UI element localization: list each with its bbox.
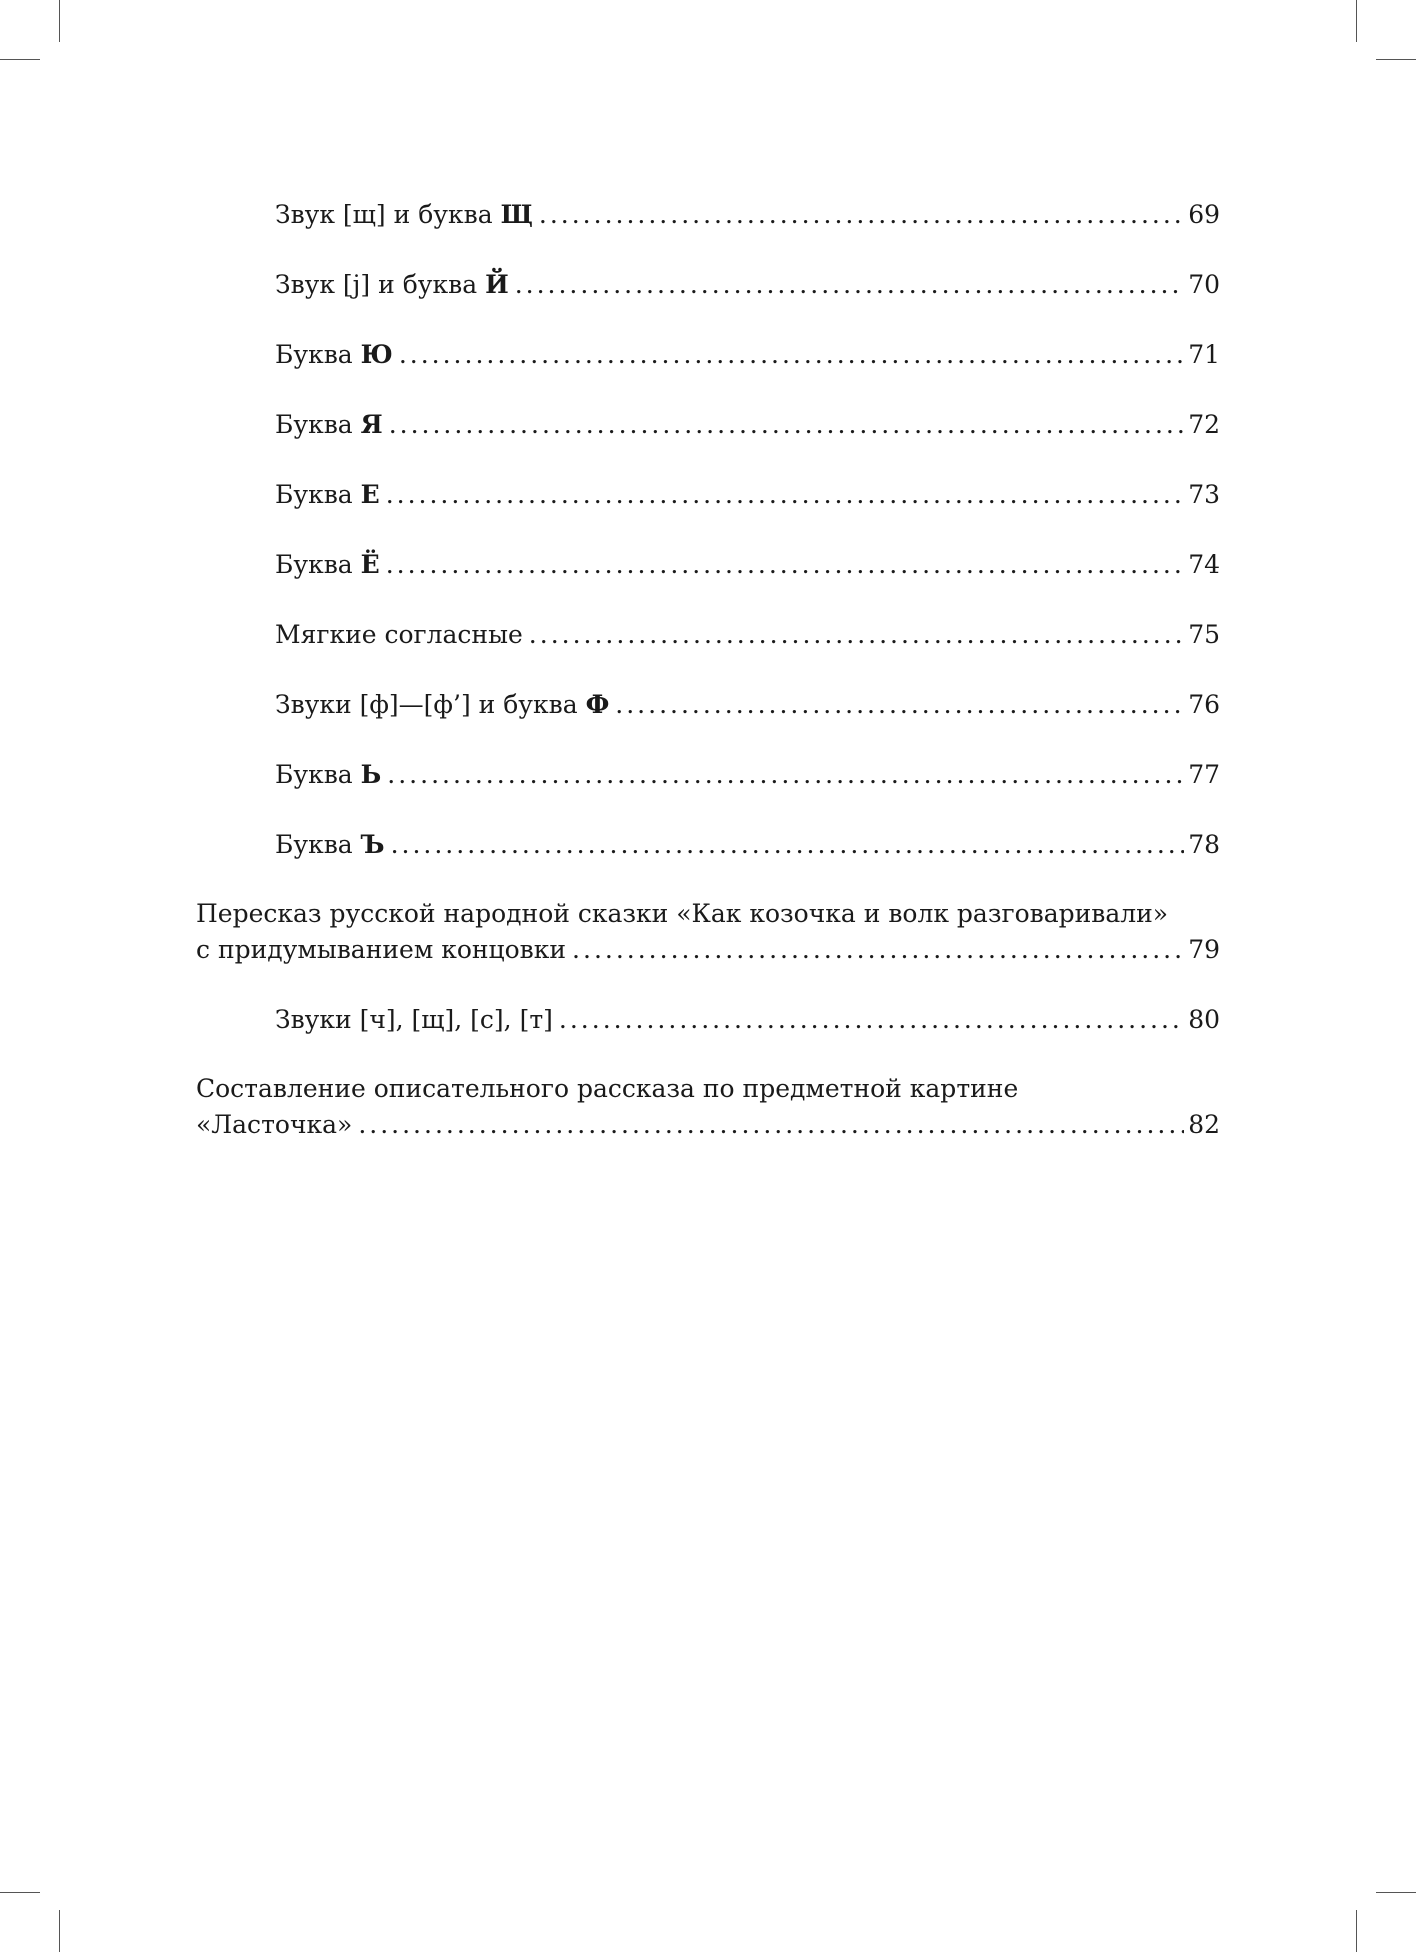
toc-entry-letter-ya[interactable] [275,407,1220,443]
toc-entry-letter-yu[interactable] [275,337,1220,373]
toc-entry-label: «Ласточка» [196,1110,353,1139]
toc-entry-label: Буква Е [275,480,380,509]
dot-leader [387,757,1184,793]
toc-page-number: 80 [1188,1005,1220,1034]
dot-leader [539,197,1184,233]
dot-leader [386,477,1184,513]
toc-entry-soft-sign[interactable] [275,757,1220,793]
toc-section-retelling[interactable] [196,932,1220,968]
dot-leader [389,407,1185,443]
toc-page-number: 69 [1188,200,1220,229]
toc-entry-label: Звук [j] и буква Й [275,270,509,299]
toc-page-number: 74 [1188,550,1220,579]
toc-page-number: 73 [1188,480,1220,509]
dot-leader [515,267,1185,303]
dot-leader [572,932,1184,968]
toc-entry-label: Буква Ь [275,760,382,789]
toc-entry-label: с придумыванием концовки [196,935,567,964]
toc-page-number: 76 [1188,690,1220,719]
toc-entry-label: Буква Ъ [275,830,385,859]
toc-entry-hard-sign[interactable] [275,827,1220,863]
toc-entry-label: Буква Ю [275,340,393,369]
toc-entry-sounds-ch-shch-s-t[interactable] [275,1002,1220,1038]
toc-entry-letter-e[interactable] [275,477,1220,513]
toc-page-number: 77 [1188,760,1220,789]
dot-leader [615,687,1184,723]
toc-page-number: 72 [1188,410,1220,439]
toc-entry-letter-f[interactable] [275,687,1220,723]
toc-section-retelling-line1[interactable]: Пересказ русской народной сказки «Как козочка и волк разговаривали» [196,899,1169,928]
toc-page-number: 70 [1188,270,1220,299]
toc-section-story[interactable] [196,1107,1220,1143]
toc-page-number: 79 [1188,935,1220,964]
toc-entry-letter-i-kratkoe[interactable] [275,267,1220,303]
dot-leader [386,547,1184,583]
toc-entry-label: Звуки [ч], [щ], [с], [т] [275,1005,553,1034]
toc-entry-label: Звук [щ] и буква Щ [275,200,533,229]
dot-leader [391,827,1185,863]
toc-page-number: 82 [1188,1110,1220,1139]
dot-leader [399,337,1184,373]
toc-page-number: 78 [1188,830,1220,859]
toc-entry-soft-consonants[interactable] [275,617,1220,653]
toc-entry-letter-yo[interactable] [275,547,1220,583]
toc-entry-label: Звуки [ф]—[ф’] и буква Ф [275,690,610,719]
toc-page-number: 71 [1188,340,1220,369]
toc-entry-label: Буква Я [275,410,383,439]
dot-leader [559,1002,1184,1038]
toc-entry-label: Мягкие согласные [275,620,523,649]
toc-section-story-line1[interactable]: Составление описательного рассказа по предметной картине [196,1074,1019,1103]
dot-leader [529,617,1184,653]
toc-entry-label: Буква Ё [275,550,380,579]
toc-entry-letter-shch[interactable] [275,197,1220,233]
dot-leader [358,1107,1184,1143]
toc-page-number: 75 [1188,620,1220,649]
